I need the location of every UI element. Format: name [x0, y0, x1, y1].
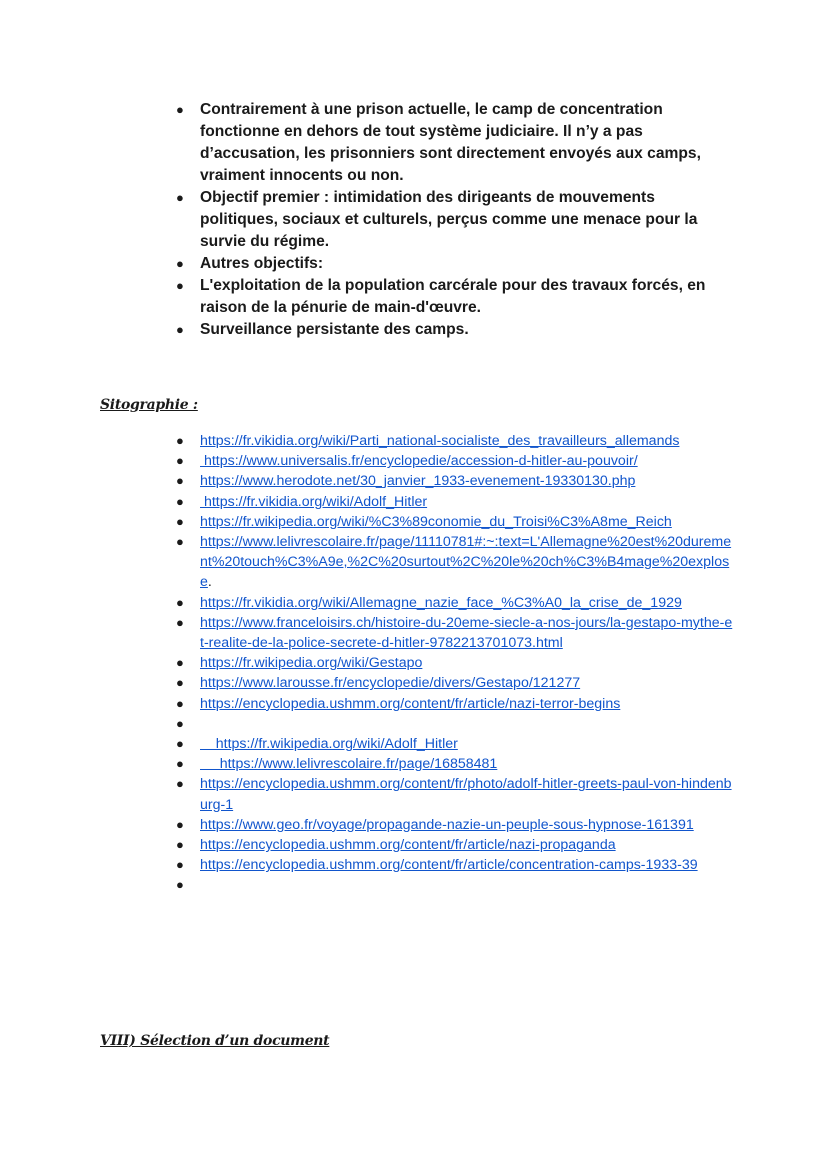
point-text: Surveillance persistante des camps.	[200, 321, 469, 338]
source-link[interactable]: https://www.herodote.net/30_janvier_1933-evenement-19330130.php	[200, 473, 636, 490]
source-link[interactable]: https://www.universalis.fr/encyclopedie/accession-d-hitler-au-pouvoir/	[200, 453, 638, 470]
bullet-icon: ●	[176, 756, 184, 772]
source-link[interactable]: https://fr.vikidia.org/wiki/Adolf_Hitler	[200, 493, 428, 510]
list-item	[174, 754, 734, 774]
bullet-icon: ●	[176, 493, 184, 509]
source-link[interactable]: https://encyclopedia.ushmm.org/content/fr/article/nazi-terror-begins	[200, 695, 621, 712]
list-item	[174, 99, 734, 187]
sitography-list	[174, 431, 734, 896]
list-item	[174, 275, 734, 319]
source-link[interactable]: https://encyclopedia.ushmm.org/content/fr/article/nazi-propaganda	[200, 837, 616, 854]
bullet-icon: ●	[176, 433, 184, 448]
bullet-icon: ●	[176, 322, 184, 337]
list-item	[174, 492, 734, 512]
source-link[interactable]: https://fr.wikipedia.org/wiki/%C3%89conomie_du_Troisi%C3%A8me_Reich	[200, 513, 672, 530]
bullet-icon: ●	[176, 816, 184, 832]
point-text: Contrairement à une prison actuelle, le camp de concentration fonctionne en dehors de tout système judiciaire. Il n’y a pas d’accusation, les prisonniers sont directement envoyés aux camps, vraiment innocents ou non.	[200, 101, 701, 184]
source-link[interactable]: https://fr.vikidia.org/wiki/Allemagne_nazie_face_%C3%A0_la_crise_de_1929	[200, 594, 682, 611]
bullet-icon: ●	[176, 776, 184, 792]
section-viii-heading: VIII) Sélection d’un document	[100, 1033, 330, 1049]
source-link[interactable]: https://www.larousse.fr/encyclopedie/divers/Gestapo/121277	[200, 675, 581, 692]
source-link[interactable]: https://fr.wikipedia.org/wiki/Gestapo	[200, 655, 423, 672]
bullet-icon: ●	[176, 655, 184, 671]
bullet-icon: ●	[176, 614, 184, 630]
list-item	[174, 835, 734, 855]
bullet-icon: ●	[176, 715, 184, 731]
source-link[interactable]: https://fr.vikidia.org/wiki/Parti_national-socialiste_des_travailleurs_allemands	[200, 433, 680, 449]
source-link[interactable]: https://encyclopedia.ushmm.org/content/fr/photo/adolf-hitler-greets-paul-von-hindenburg-1	[200, 776, 732, 813]
list-item	[174, 734, 734, 754]
bullet-icon: ●	[176, 675, 184, 691]
list-item	[174, 532, 734, 593]
list-item	[174, 653, 734, 673]
source-link[interactable]: https://www.lelivrescolaire.fr/page/16858481	[200, 756, 498, 773]
list-item	[174, 187, 734, 253]
list-item	[174, 471, 734, 491]
bullet-icon: ●	[176, 256, 184, 271]
point-text: Objectif premier : intimidation des dirigeants de mouvements politiques, sociaux et culturels, perçus comme une menace pour la survie du régime.	[200, 189, 698, 250]
list-item	[174, 613, 734, 653]
bullet-icon: ●	[176, 102, 184, 117]
sitography-heading: Sitographie :	[100, 397, 198, 413]
bullet-icon: ●	[176, 695, 184, 711]
bullet-icon: ●	[176, 278, 184, 293]
list-item	[174, 673, 734, 693]
list-item	[174, 855, 734, 875]
bullet-icon: ●	[176, 473, 184, 489]
bullet-icon: ●	[176, 837, 184, 853]
source-link[interactable]: https://fr.wikipedia.org/wiki/Adolf_Hitler	[200, 736, 458, 753]
bullet-icon: ●	[176, 736, 184, 752]
link-trailing-dot: .	[207, 574, 212, 591]
list-item	[174, 512, 734, 532]
bullet-icon: ●	[176, 877, 184, 893]
bullet-icon: ●	[176, 190, 184, 205]
source-link[interactable]: https://encyclopedia.ushmm.org/content/fr/article/concentration-camps-1933-39	[200, 857, 698, 874]
list-item	[174, 774, 734, 814]
point-text: L'exploitation de la population carcérale pour des travaux forcés, en raison de la pénurie de main-d'œuvre.	[200, 277, 706, 316]
list-item	[174, 815, 734, 835]
list-item	[174, 694, 734, 714]
bullet-icon: ●	[176, 857, 184, 873]
list-item	[174, 431, 734, 451]
list-item	[174, 451, 734, 471]
list-item	[174, 319, 734, 341]
list-item	[174, 714, 734, 734]
bullet-icon: ●	[176, 453, 184, 469]
list-item	[174, 875, 734, 895]
list-item	[174, 253, 734, 275]
camp-facts-list	[174, 99, 734, 341]
source-link[interactable]: https://www.lelivrescolaire.fr/page/11110781#:~:text=L'Allemagne%20est%20durement%20touch%C3%A9e,%2C%20surtout%2C%20le%20ch%C3%B4mage%20explose	[200, 534, 732, 591]
point-text: Autres objectifs:	[200, 255, 324, 272]
bullet-icon: ●	[176, 534, 184, 550]
list-item	[174, 593, 734, 613]
bullet-icon: ●	[176, 513, 184, 529]
bullet-icon: ●	[176, 594, 184, 610]
source-link[interactable]: https://www.franceloisirs.ch/histoire-du-20eme-siecle-a-nos-jours/la-gestapo-mythe-et-realite-de-la-police-secrete-d-hitler-9782213701073.html	[200, 614, 733, 652]
source-link[interactable]: https://www.geo.fr/voyage/propagande-nazie-un-peuple-sous-hypnose-161391	[200, 816, 694, 833]
